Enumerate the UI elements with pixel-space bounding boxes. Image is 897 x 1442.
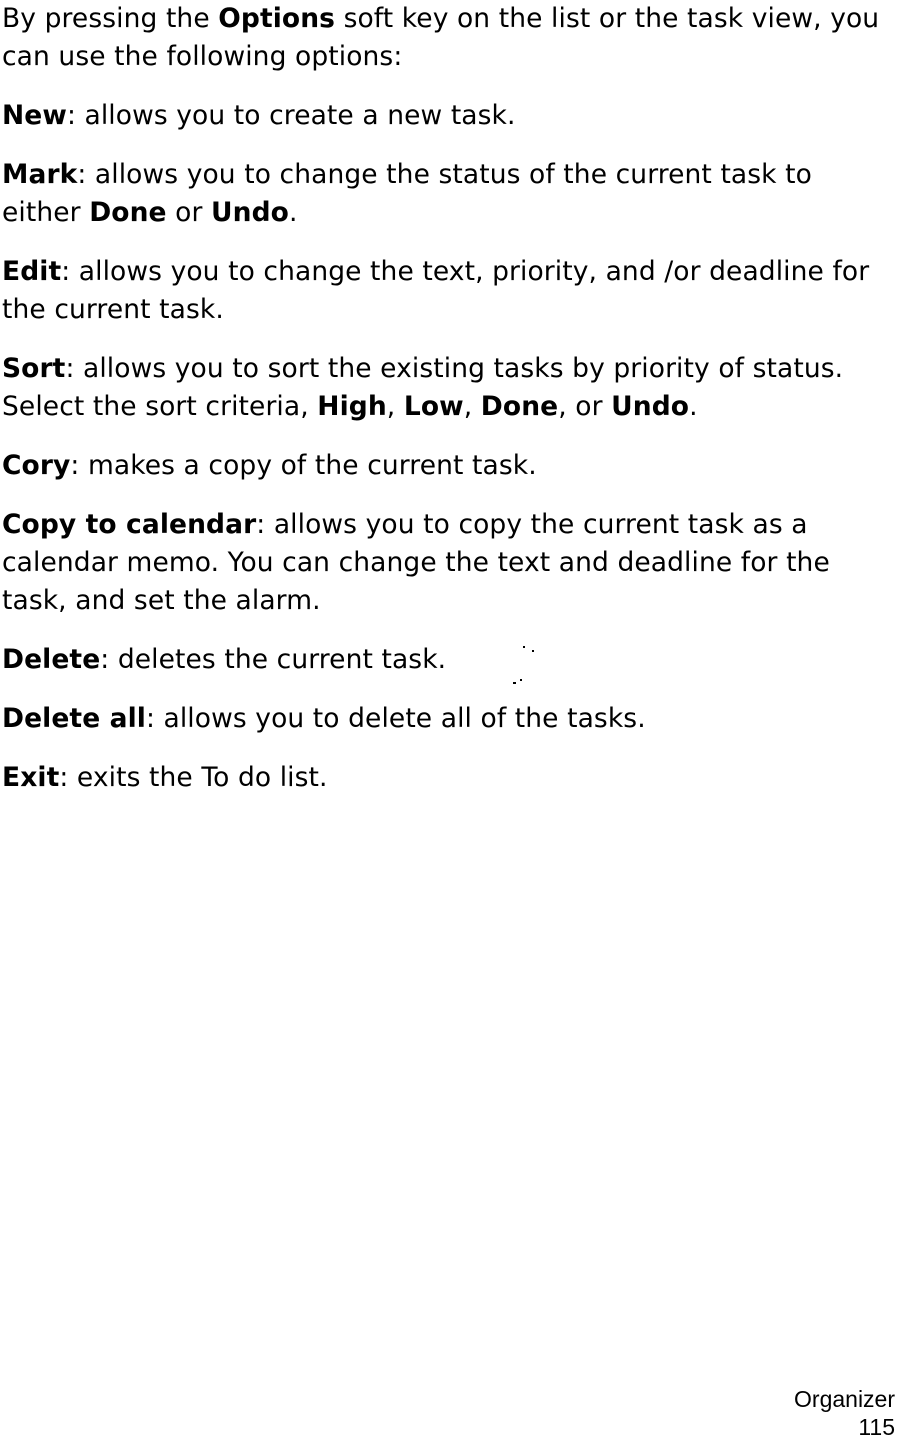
option-term: Delete all bbox=[2, 703, 146, 734]
option-edit bbox=[2, 253, 895, 329]
option-mark bbox=[2, 156, 895, 232]
section-name: Organizer bbox=[794, 1386, 895, 1412]
option-description: : allows you to create a new task. bbox=[66, 100, 516, 131]
option-description-end: . bbox=[689, 391, 698, 422]
status-done-term: Done bbox=[89, 197, 167, 228]
option-sort bbox=[2, 350, 895, 426]
sort-undo-term: Undo bbox=[611, 391, 690, 422]
option-term: New bbox=[2, 100, 67, 131]
page-footer bbox=[794, 1385, 895, 1441]
option-description: : makes a copy of the current task. bbox=[70, 450, 537, 481]
options-softkey-term: Options bbox=[218, 3, 336, 34]
option-term: Delete bbox=[2, 644, 101, 675]
sort-high-term: High bbox=[317, 391, 387, 422]
separator: , or bbox=[558, 391, 612, 422]
option-description: : deletes the current task. bbox=[100, 644, 447, 675]
status-undo-term: Undo bbox=[211, 197, 289, 228]
page-number: 115 bbox=[858, 1414, 895, 1440]
intro-text-start: By pressing the bbox=[2, 3, 219, 34]
option-term: Exit bbox=[2, 762, 60, 793]
option-term: Mark bbox=[2, 159, 78, 190]
separator: , bbox=[386, 391, 404, 422]
option-description-end: . bbox=[288, 197, 298, 228]
option-description-connector: or bbox=[166, 197, 211, 228]
option-description: : exits the To do list. bbox=[59, 762, 328, 793]
option-copy-to-calendar bbox=[2, 506, 895, 620]
option-description: : allows you to sort the existing tasks by priority of status. Select the sort criteria, bbox=[2, 353, 844, 422]
intro-text-end: soft key on the list or the task view, you can use the following options: bbox=[2, 3, 880, 72]
option-copy bbox=[2, 447, 895, 485]
scan-specks bbox=[505, 640, 545, 690]
option-description: : allows you to change the text, priority, and /or deadline for the current task. bbox=[2, 256, 870, 325]
option-term: Cory bbox=[2, 450, 71, 481]
option-delete bbox=[2, 641, 895, 679]
option-term: Edit bbox=[2, 256, 62, 287]
option-description: : allows you to delete all of the tasks. bbox=[145, 703, 646, 734]
option-term: Sort bbox=[2, 353, 66, 384]
option-delete-all bbox=[2, 700, 895, 738]
intro-paragraph bbox=[2, 0, 895, 76]
option-new bbox=[2, 97, 895, 135]
option-exit bbox=[2, 759, 895, 797]
document-body bbox=[2, 0, 895, 818]
sort-low-term: Low bbox=[403, 391, 464, 422]
separator: , bbox=[463, 391, 481, 422]
option-term: Copy to calendar bbox=[2, 509, 257, 540]
sort-done-term: Done bbox=[480, 391, 559, 422]
option-description: : allows you to change the status of the current task to either bbox=[2, 159, 812, 228]
option-description: : allows you to copy the current task as a calendar memo. You can change the text and deadline for the task, and set the alarm. bbox=[2, 509, 830, 616]
